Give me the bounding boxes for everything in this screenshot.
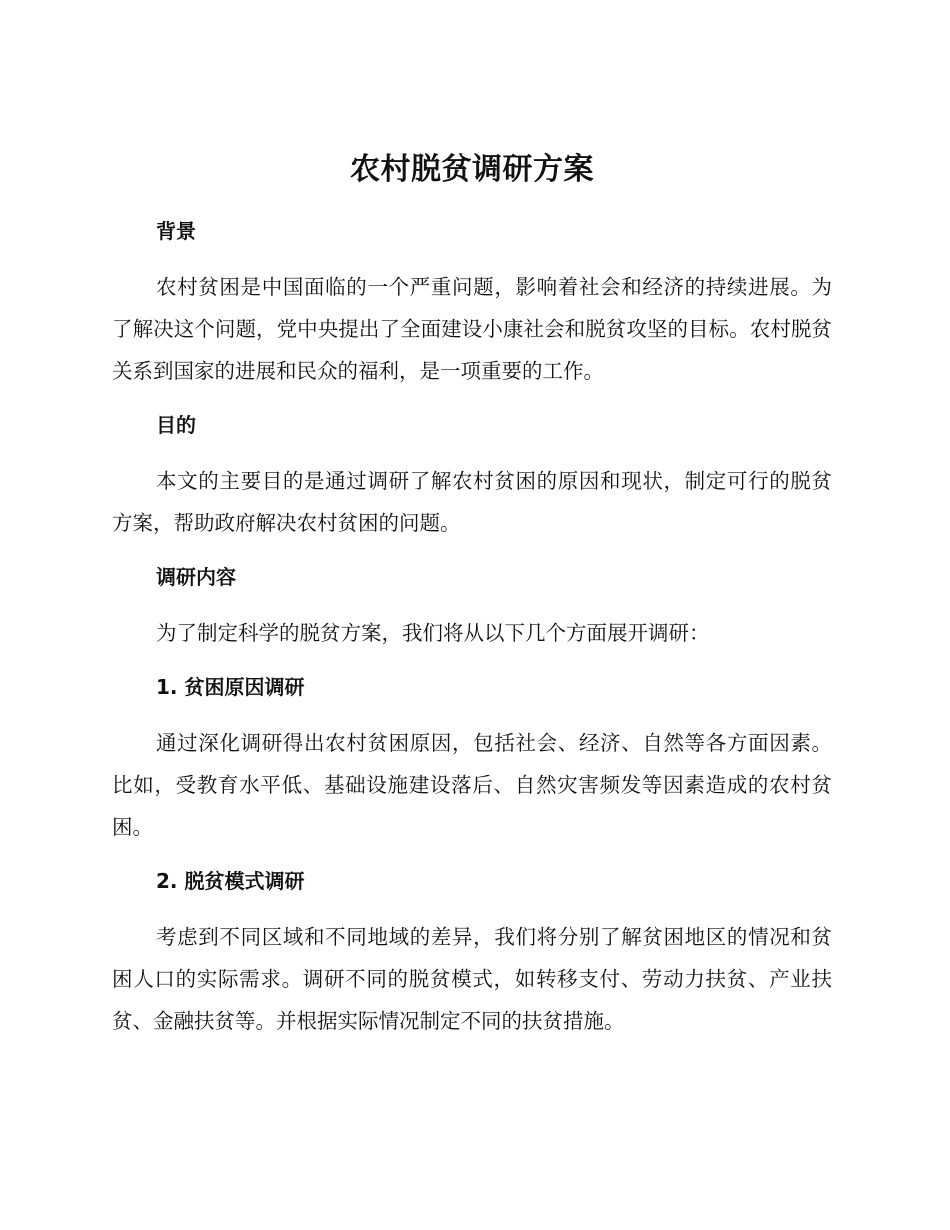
paragraph-purpose: 本文的主要目的是通过调研了解农村贫困的原因和现状，制定可行的脱贫方案，帮助政府解决农村贫困的问题。 xyxy=(112,469,832,535)
section-heading-purpose: 目的 xyxy=(156,413,196,437)
paragraph-background: 农村贫困是中国面临的一个严重问题，影响着社会和经济的持续进展。为了解决这个问题，党中央提出了全面建设小康社会和脱贫攻坚的目标。农村脱贫关系到国家的进展和民众的福利，是一项重要的工作。 xyxy=(112,275,832,383)
section-heading-poverty-causes: 1. 贫困原因调研 xyxy=(156,675,305,699)
section-heading-research-content: 调研内容 xyxy=(156,565,236,589)
section-heading-background: 背景 xyxy=(156,219,196,243)
section-heading-poverty-alleviation-models: 2. 脱贫模式调研 xyxy=(156,869,305,893)
paragraph-poverty-alleviation-models: 考虑到不同区域和不同地域的差异，我们将分别了解贫困地区的情况和贫困人口的实际需求。调研不同的脱贫模式，如转移支付、劳动力扶贫、产业扶贫、金融扶贫等。并根据实际情况制定不同的扶贫措施。 xyxy=(112,925,832,1033)
paragraph-research-content: 为了制定科学的脱贫方案，我们将从以下几个方面展开调研： xyxy=(156,621,710,645)
document-title: 农村脱贫调研方案 xyxy=(350,152,594,187)
paragraph-poverty-causes: 通过深化调研得出农村贫困原因，包括社会、经济、自然等各方面因素。比如，受教育水平低、基础设施建设落后、自然灾害频发等因素造成的农村贫困。 xyxy=(112,731,832,839)
section-poverty-alleviation-models xyxy=(112,864,832,1042)
section-poverty-causes xyxy=(112,670,832,848)
section-research-content xyxy=(112,560,832,654)
section-purpose xyxy=(112,408,832,544)
section-background xyxy=(112,214,832,392)
